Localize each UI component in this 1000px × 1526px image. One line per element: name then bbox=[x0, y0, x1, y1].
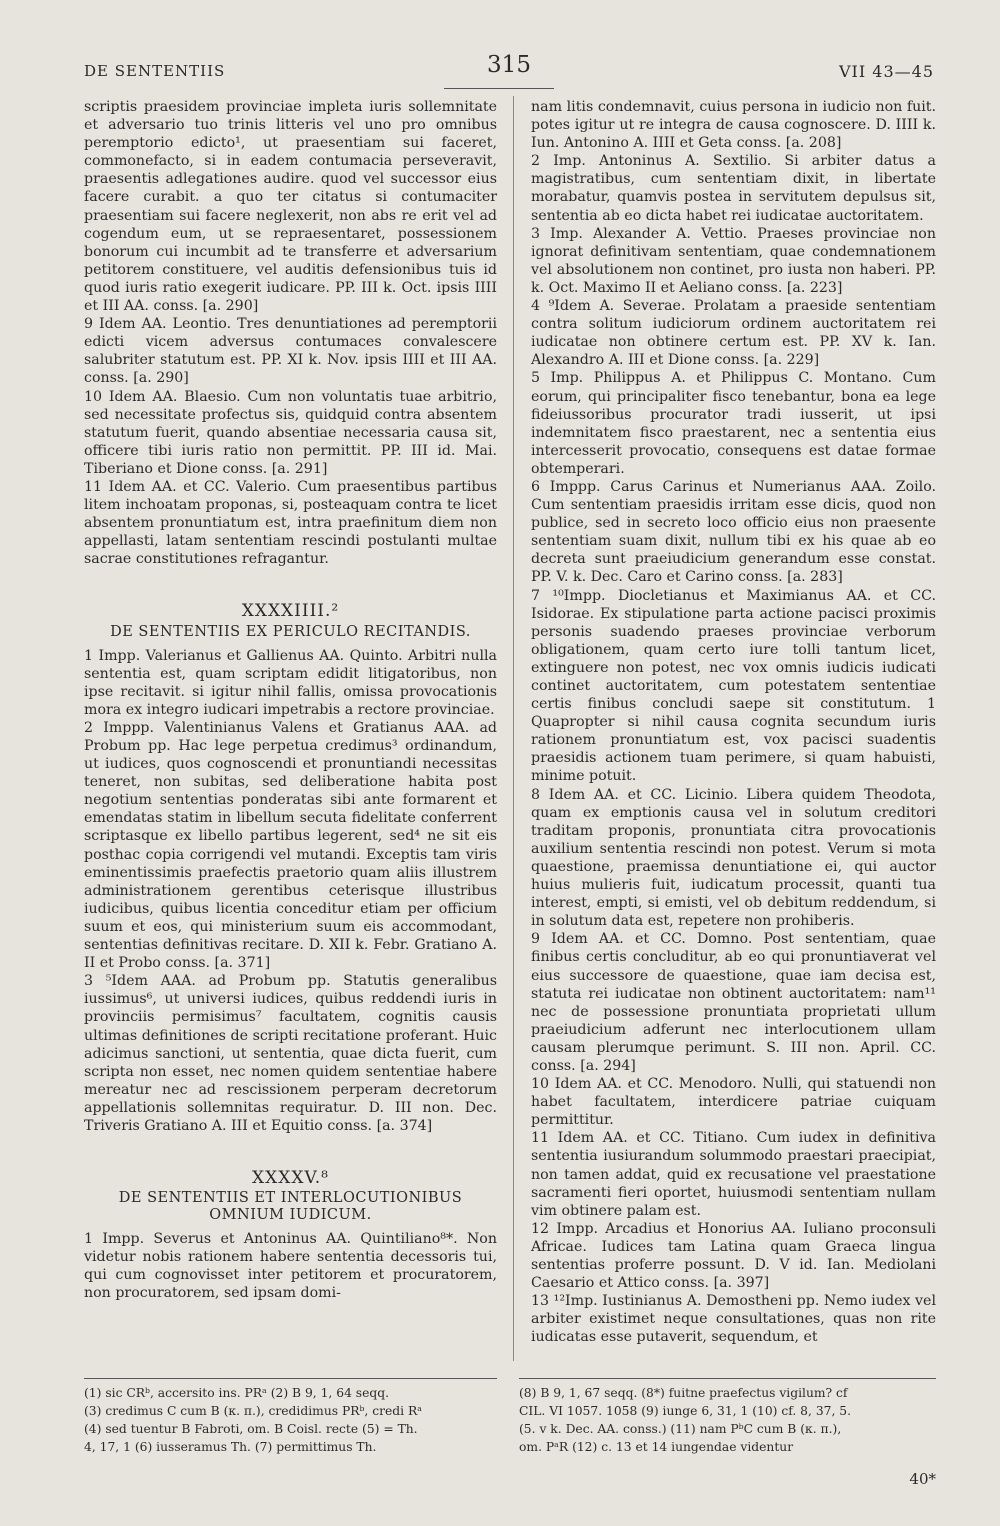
paragraph: 10 Idem AA. et CC. Menodoro. Nulli, qui statuendi non habet facultatem, interdicere patriae cuiquam permittitur. bbox=[531, 1076, 936, 1129]
right-column bbox=[531, 98, 936, 1346]
paragraph: 1 Impp. Severus et Antoninus AA. Quintiliano⁸*. Non videtur nobis rationem habere sententia decessoris tui, qui cum cognovisset inter petitorem et procuratorem, non procuratorem, sed ipsam domi- bbox=[84, 1231, 497, 1302]
paragraph: 9 Idem AA. Leontio. Tres denuntiationes ad peremptorii edicti vicem adversus contumaces convalescere salubriter statutum est. PP. XI k. Nov. ipsis IIII et III AA. conss. [a. 290] bbox=[84, 316, 497, 387]
paragraph: 12 Impp. Arcadius et Honorius AA. Iuliano proconsuli Africae. Iudices tam Latina quam Graeca lingua sententias proferre possunt. D. V id. Ian. Mediolani Caesario et Attico conss. [a. 397] bbox=[531, 1220, 936, 1292]
footnote-line: om. PᵃR (12) c. 13 et 14 iungendae videntur bbox=[519, 1440, 794, 1454]
page-header bbox=[84, 52, 934, 86]
footnote-line: (8) B 9, 1, 67 seqq. (8*) fuitne praefectus vigilum? cf bbox=[519, 1386, 848, 1400]
paragraph: 4 ⁹Idem A. Severae. Prolatam a praeside sententiam contra solitum iudiciorum ordinem auctoritatem rei iudicatae non obtinere certum est. PP. XV k. Ian. Alexandro A. III et Dione conss. [a. 229] bbox=[531, 298, 936, 369]
signature-mark: 40* bbox=[909, 1470, 936, 1488]
footnote-rule-left bbox=[84, 1378, 497, 1379]
title-heading: DE SENTENTIIS EX PERICULO RECITANDIS. bbox=[110, 623, 471, 640]
footnote-rule-right bbox=[519, 1378, 936, 1379]
paragraph: 8 Idem AA. et CC. Licinio. Libera quidem Theodota, quam ex emptionis causa vel in solutum creditori traditam proponis, pronuntiata citra provocationis auxilium sententia rescindi non potest. Verum si mota quaestione, praemissa denuntiatione ei, qui auctor huius mulieris fuit, iudicatum processit, quanti tua interest, empti, si emisti, vel ob debitum reddendum, si in solutum data est, repetere non prohiberis. bbox=[531, 786, 936, 930]
title-number: XXXXIIII.² bbox=[241, 601, 340, 622]
paragraph: 13 ¹²Imp. Iustinianus A. Demostheni pp. Nemo iudex vel arbiter existimet neque consultationes, quas non rite iudicatas esse putaverit, sequendum, et bbox=[531, 1293, 936, 1346]
paragraph: scriptis praesidem provinciae impleta iuris sollemnitate et adversario tuo trinis litteris vel uno pro omnibus peremptorio edicto¹, ut praesentiam sui faceret, commonefacto, si in eadem contumacia perseveravit, praesentis adlegationes audire. quod vel successor eius facere curabit. a quo ter citatus si contumaciter praesentiam sui facere neglexerit, non abs re erit vel ad cogendum eum, ut se repraesentaret, possessionem bonorum cui incumbit ad te transferre et adversarium petitorem constituere, vel auditis defensionibus tuis id quod iuris ratio exegerit iudicare. PP. III k. Oct. ipsis IIII et III AA. conss. [a. 290] bbox=[84, 99, 497, 315]
paragraph: 2 Imp. Antoninus A. Sextilio. Si arbiter datus a magistratibus, cum sententiam dixit, in libertate morabatur, quamvis postea in servitutem depulsus sit, sententia ab eo dicta habet rei iudicatae auctoritatem. bbox=[531, 153, 936, 224]
paragraph: 11 Idem AA. et CC. Titiano. Cum iudex in definitiva sententia iusiurandum solummodo praestari praecipiat, non tamen addat, quid ex recusatione vel praestatione sacramenti fieri oportet, huiusmodi sententiam nullam vim obtinere palam est. bbox=[531, 1130, 936, 1219]
footnotes-left bbox=[84, 1384, 497, 1456]
section-reference: VII 43—45 bbox=[839, 62, 934, 81]
title-heading: DE SENTENTIIS ET INTERLOCUTIONIBUS OMNIUM IUDICUM. bbox=[118, 1190, 463, 1224]
column-divider bbox=[513, 96, 514, 1361]
paragraph: 2 Imppp. Valentinianus Valens et Gratianus AAA. ad Probum pp. Hac lege perpetua credimus³ ordinandum, ut iudices, quos cognoscendi et pronuntiandi necessitas teneret, non subitas, sed deliberatione habita post negotium sententias ponderatas sibi ante formarent et emendatas statim in libellum secuta fidelitate conferrent scriptasque ex libello partibus legerent, sed⁴ ne sit eis posthac copia corrigendi vel mutandi. Exceptis tam viris eminentissimis praefectis praetorio quam aliis illustrem administrationem gerentibus ceterisque illustribus iudicibus, quibus licentia conceditur etiam per officium suum et eos, qui ministerium suum eis accommodant, sententias definitivas recitare. D. XII k. Febr. Gratiano A. II et Probo conss. [a. 371] bbox=[84, 719, 497, 972]
footnote-line: (4) sed tuentur B Fabroti, om. B Coisl. recte (5) = Th. bbox=[84, 1422, 418, 1436]
footnote-line: 4, 17, 1 (6) iusseramus Th. (7) permittimus Th. bbox=[84, 1440, 377, 1454]
paragraph: 1 Impp. Valerianus et Gallienus AA. Quinto. Arbitri nulla sententia est, quam scriptam edidit litigatoribus, non ipse recitavit. si igitur nihil fallis, omissa provocationis mora ex integro iudicari impetrabis a rectore provinciae. bbox=[84, 647, 497, 718]
left-column bbox=[84, 98, 497, 1303]
paragraph: 7 ¹⁰Impp. Diocletianus et Maximianus AA. et CC. Isidorae. Ex stipulatione parta actione pacisci proximis personis suadendo praeses provinciae verborum obligationem, quam certo iure tolli tantum licet, extinguere non potest, nec vox omnis iudicis iudicati continet auctoritatem, cum potestatem sententiae certis finibus concludi saepe sit constitutum. 1 Quapropter si nihil causa cognita secundum iuris rationem pronuntiatum est, vox pacisci suadentis praesidis actionem tuam perimere, si quam habuisti, minime potuit. bbox=[531, 587, 936, 785]
footnote-line: (1) sic CRᵇ, accersito ins. PRᵃ (2) B 9, 1, 64 seqq. bbox=[84, 1386, 390, 1400]
footnote-line: CIL. VI 1057. 1058 (9) iunge 6, 31, 1 (10) cf. 8, 37, 5. bbox=[519, 1404, 852, 1418]
paragraph: 10 Idem AA. Blaesio. Cum non voluntatis tuae arbitrio, sed necessitate profectus sis, quidquid contra absentem statutum fuerit, quando absentiae necessaria causa sit, officere tibi iuris ratio non permittit. PP. III id. Mai. Tiberiano et Dione conss. [a. 291] bbox=[84, 388, 497, 477]
paragraph: 5 Imp. Philippus A. et Philippus C. Montano. Cum eorum, qui principaliter fisco tenebantur, bona ea lege fideiussoribus procurator tradi iusserit, ut ipsi indemnitatem fisco praestarent, nec a sententia eius intercesserit provocatio, consequens est datae formae obtemperari. bbox=[531, 370, 936, 477]
paragraph: 3 Imp. Alexander A. Vettio. Praeses provinciae non ignorat definitivam sententiam, quae condemnationem vel absolutionem non continet, pro iusta non haberi. PP. k. Oct. Maximo II et Aeliano conss. [a. 223] bbox=[531, 225, 936, 296]
paragraph: 3 ⁵Idem AAA. ad Probum pp. Statutis generalibus iussimus⁶, ut universi iudices, quibus reddendi iuris in provinciis permisimus⁷ facultatem, cognitis causis ultimas definitiones de scripti recitatione proferant. Huic adicimus sanctioni, ut sententia, quae dicta fuerit, cum scripta non esset, nec nomen quidem sententiae habere mereatur nec ad rescissionem perperam decretorum appellationis sollemnitas requiratur. D. III non. Dec. Triveris Gratiano A. III et Equitio conss. [a. 374] bbox=[84, 973, 497, 1134]
paragraph: 9 Idem AA. et CC. Domno. Post sententiam, quae finibus certis concluditur, ab eo qui pronuntiaverat vel eius successore de quaestione, quae iam decisa est, statuta rei iudicatae non obtinent auctoritatem: nam¹¹ nec de possessione pronuntiata proprietati ullum praeiudicium adferunt nec interlocutionem ullam causam plerumque perimunt. S. III non. April. CC. conss. [a. 294] bbox=[531, 931, 936, 1074]
footnote-line: (3) credimus C cum B (κ. π.), credidimus PRᵇ, credi Rᵃ bbox=[84, 1404, 422, 1418]
title-number: XXXXV.⁸ bbox=[252, 1168, 329, 1189]
paragraph: 11 Idem AA. et CC. Valerio. Cum praesentibus partibus litem inchoatam proponas, si, posteaquam contra te licet absentem pronuntiatum est, intra praefinitum diem non appellasti, latam sententiam rescindi postulanti multae sacrae constitutiones refragantur. bbox=[84, 478, 497, 568]
footnotes-right bbox=[519, 1384, 936, 1456]
page-number: 315 bbox=[487, 52, 531, 78]
running-title: DE SENTENTIIS bbox=[84, 62, 226, 80]
header-rule bbox=[444, 88, 554, 89]
paragraph: nam litis condemnavit, cuius persona in iudicio non fuit. potes igitur ut re integra de causa cognoscere. D. IIII k. Iun. Antonino A. IIII et Geta conss. [a. 208] bbox=[531, 99, 936, 152]
footnote-line: (5. v k. Dec. AA. conss.) (11) nam PᵇC cum B (κ. π.), bbox=[519, 1422, 842, 1436]
paragraph: 6 Imppp. Carus Carinus et Numerianus AAA. Zoilo. Cum sententiam praesidis irritam esse dicis, quod non publice, sed in secreto loco officio eius non praesente sententiam suam dixit, nullum tibi ex his quae ab eo decreta sunt praeiudicium generandum esse constat. PP. V. k. Dec. Caro et Carino conss. [a. 283] bbox=[531, 478, 936, 586]
